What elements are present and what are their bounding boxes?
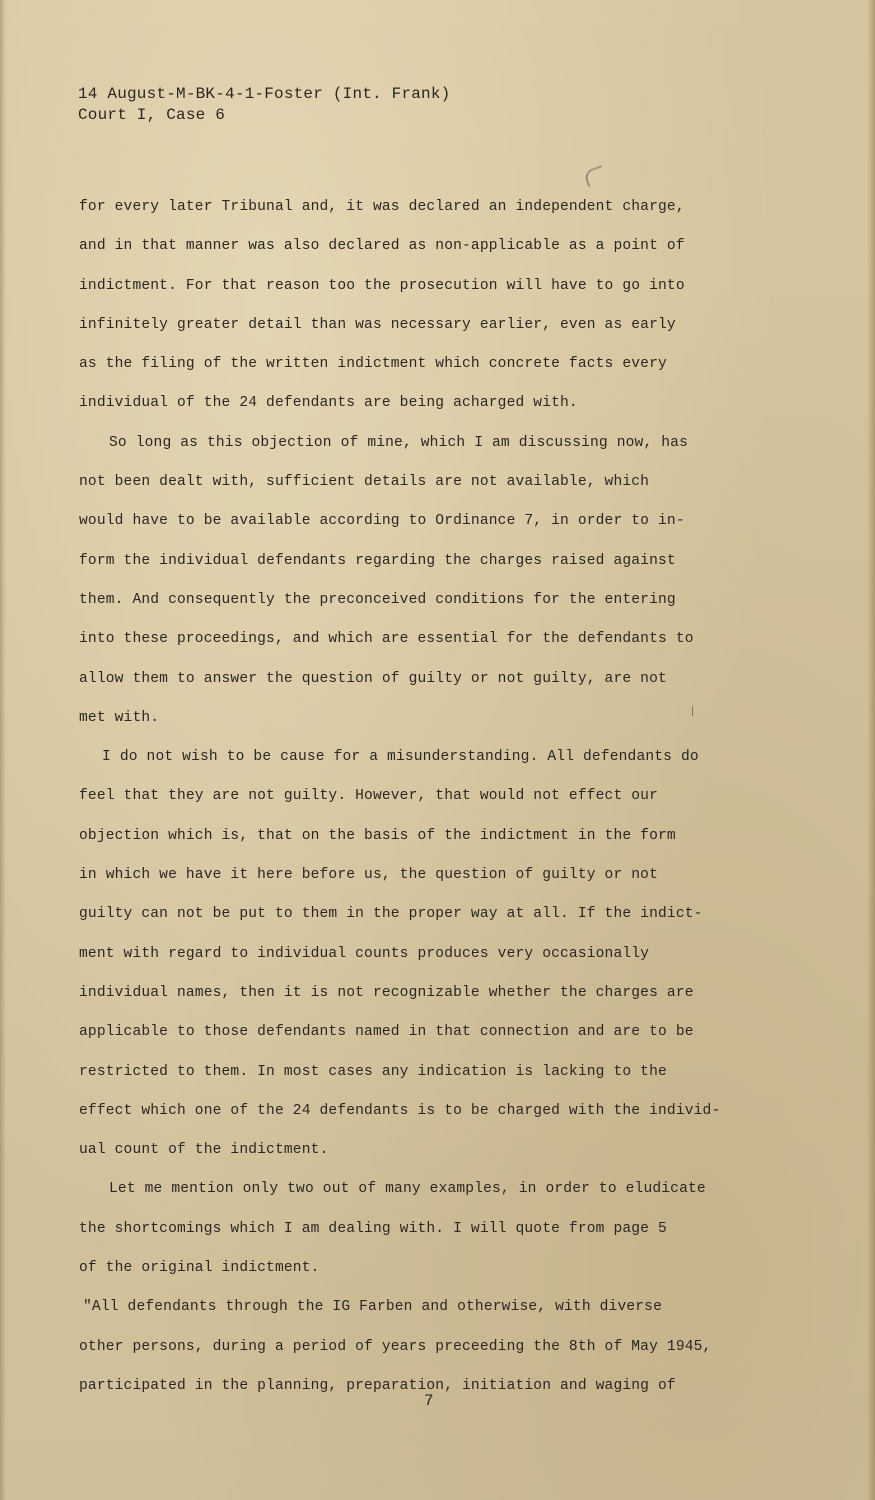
paragraph-start-line: So long as this objection of mine, which I am discussing now, has <box>109 434 688 451</box>
body-line: objection which is, that on the basis of the indictment in the form <box>79 827 676 844</box>
body-line: individual of the 24 defendants are being acharged with. <box>79 395 578 412</box>
body-line: ual count of the indictment. <box>79 1142 329 1159</box>
body-line: allow them to answer the question of guilty or not guilty, are not <box>79 670 667 687</box>
pencil-check-mark <box>583 165 607 187</box>
quotation-start-line: "All defendants through the IG Farben and otherwise, with diverse <box>83 1299 662 1316</box>
header-line-session: 14 August-M-BK-4-1-Foster (Int. Frank) <box>78 85 451 103</box>
body-line: other persons, during a period of years preceeding the 8th of May 1945, <box>79 1338 712 1355</box>
paragraph-start-line: I do not wish to be cause for a misunderstanding. All defendants do <box>102 749 699 766</box>
body-line: individual names, then it is not recognizable whether the charges are <box>79 984 694 1001</box>
paragraph-start-line: Let me mention only two out of many examples, in order to eludicate <box>109 1181 706 1198</box>
body-line: applicable to those defendants named in that connection and are to be <box>79 1024 694 1041</box>
body-line: form the individual defendants regarding the charges raised against <box>79 552 676 569</box>
body-line: ment with regard to individual counts produces very occasionally <box>79 945 650 962</box>
body-line: as the filing of the written indictment which concrete facts every <box>79 356 667 373</box>
body-line: feel that they are not guilty. However, that would not effect our <box>79 788 658 805</box>
body-line: guilty can not be put to them in the proper way at all. If the indict- <box>79 906 703 923</box>
body-line: effect which one of the 24 defendants is to be charged with the individ- <box>79 1102 721 1119</box>
body-line: restricted to them. In most cases any indication is lacking to the <box>79 1063 667 1080</box>
body-line: for every later Tribunal and, it was declared an independent charge, <box>79 199 685 215</box>
body-line: in which we have it here before us, the question of guilty or not <box>79 867 658 884</box>
paper-edge-right <box>867 0 875 1500</box>
document-header <box>78 84 450 126</box>
transcript-body <box>79 196 779 1414</box>
body-line: would have to be available according to Ordinance 7, in order to in- <box>79 513 685 530</box>
paper-edge-left <box>0 0 6 1500</box>
body-line: infinitely greater detail than was necessary earlier, even as early <box>79 316 676 333</box>
body-line: of the original indictment. <box>79 1260 320 1277</box>
body-line: not been dealt with, sufficient details are not available, which <box>79 474 650 491</box>
body-line: them. And consequently the preconceived conditions for the entering <box>79 591 676 608</box>
page-number: 7 <box>424 1392 434 1410</box>
body-line: indictment. For that reason too the prosecution will have to go into <box>79 277 685 294</box>
body-line: and in that manner was also declared as non-applicable as a point of <box>79 238 685 255</box>
header-line-court-case: Court I, Case 6 <box>78 106 226 124</box>
body-line: met with. <box>79 709 160 726</box>
body-line: into these proceedings, and which are essential for the defendants to <box>79 631 694 648</box>
body-line: participated in the planning, preparation, initiation and waging of <box>79 1377 676 1394</box>
body-line: the shortcomings which I am dealing with. I will quote from page 5 <box>79 1220 667 1237</box>
